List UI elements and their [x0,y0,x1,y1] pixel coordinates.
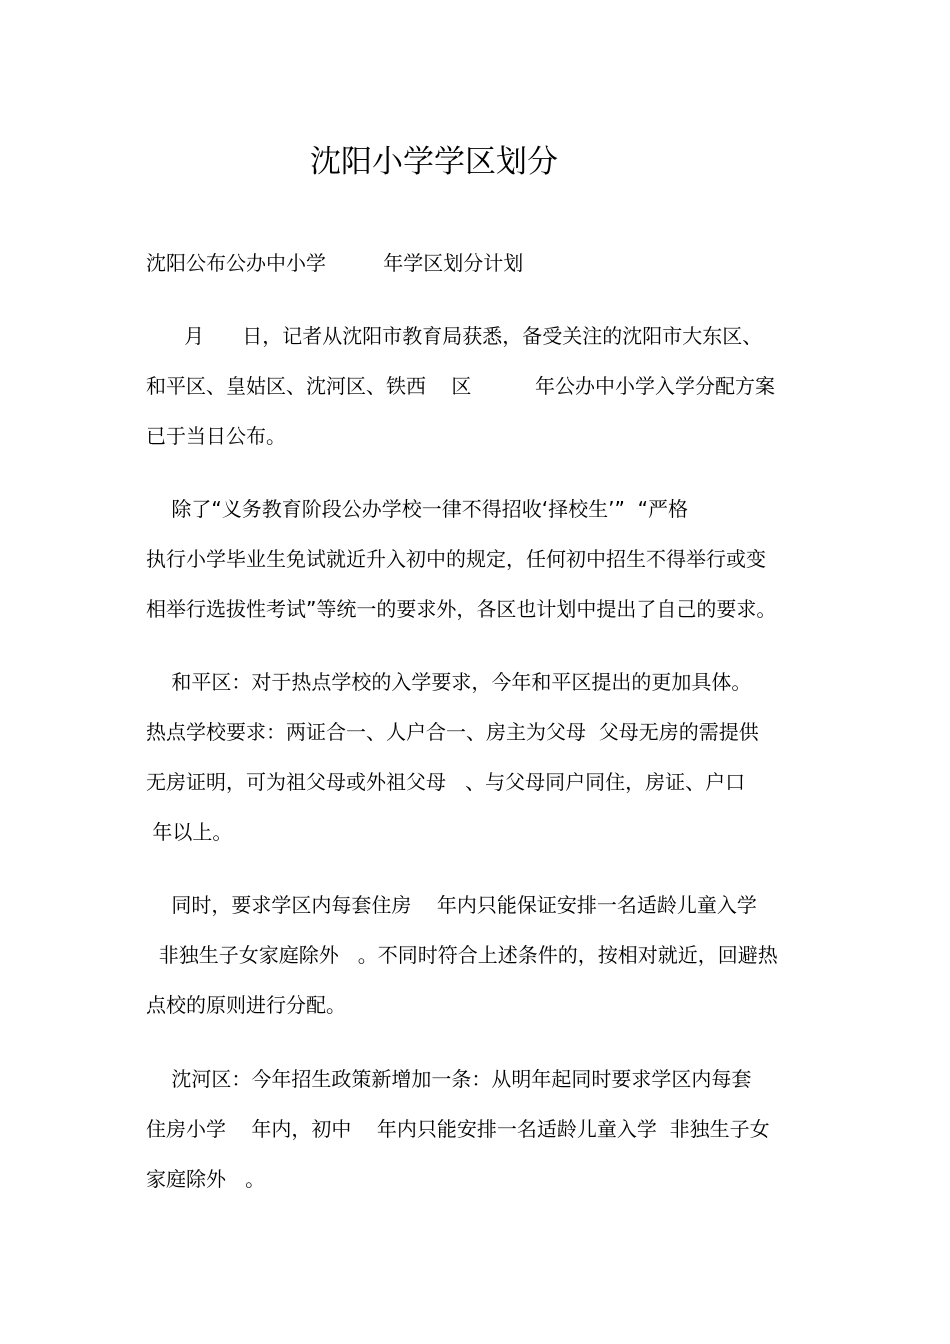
paragraph-2-line-1: 除了“义务教育阶段公办学校一律不得招收‘择校生’” “严格 [146,497,688,521]
paragraph-2-line-3: 相举行选拔性考试”等统一的要求外，各区也计划中提出了自己的要求。 [146,597,777,621]
paragraph-3-line-4: 年以上。 [146,820,233,844]
paragraph-1-line-2: 和平区、皇姑区、沈河区、铁西 区 年公办中小学入学分配方案 [146,374,776,398]
paragraph-1-line-1: 月 日，记者从沈阳市教育局获悉，备受关注的沈阳市大东区、 [146,324,763,348]
paragraph-5-line-3: 家庭除外 。 [146,1167,266,1191]
paragraph-4-line-3: 点校的原则进行分配。 [146,993,346,1017]
paragraph-2-line-2: 执行小学毕业生免试就近升入初中的规定，任何初中招生不得举行或变 [146,547,766,571]
paragraph-3-line-2: 热点学校要求：两证合一、人户合一、房主为父母 父母无房的需提供 [146,720,759,744]
paragraph-1-line-3: 已于当日公布。 [146,424,286,448]
paragraph-4-line-2: 非独生子女家庭除外 。不同时符合上述条件的，按相对就近，回避热 [146,943,778,967]
document-title: 沈阳小学学区划分 [310,144,558,180]
paragraph-3-line-3: 无房证明，可为祖父母或外祖父母 、与父母同户同住，房证、户口 [146,770,746,794]
paragraph-5-line-1: 沈河区：今年招生政策新增加一条：从明年起同时要求学区内每套 [146,1067,752,1091]
document-subtitle: 沈阳公布公办中小学 年学区划分计划 [146,251,524,275]
paragraph-5-line-2: 住房小学 年内，初中 年内只能安排一名适龄儿童入学 非独生子女 [146,1117,770,1141]
paragraph-4-line-1: 同时，要求学区内每套住房 年内只能保证安排一名适龄儿童入学 [146,893,757,917]
paragraph-3-line-1: 和平区：对于热点学校的入学要求，今年和平区提出的更加具体。 [146,670,752,694]
